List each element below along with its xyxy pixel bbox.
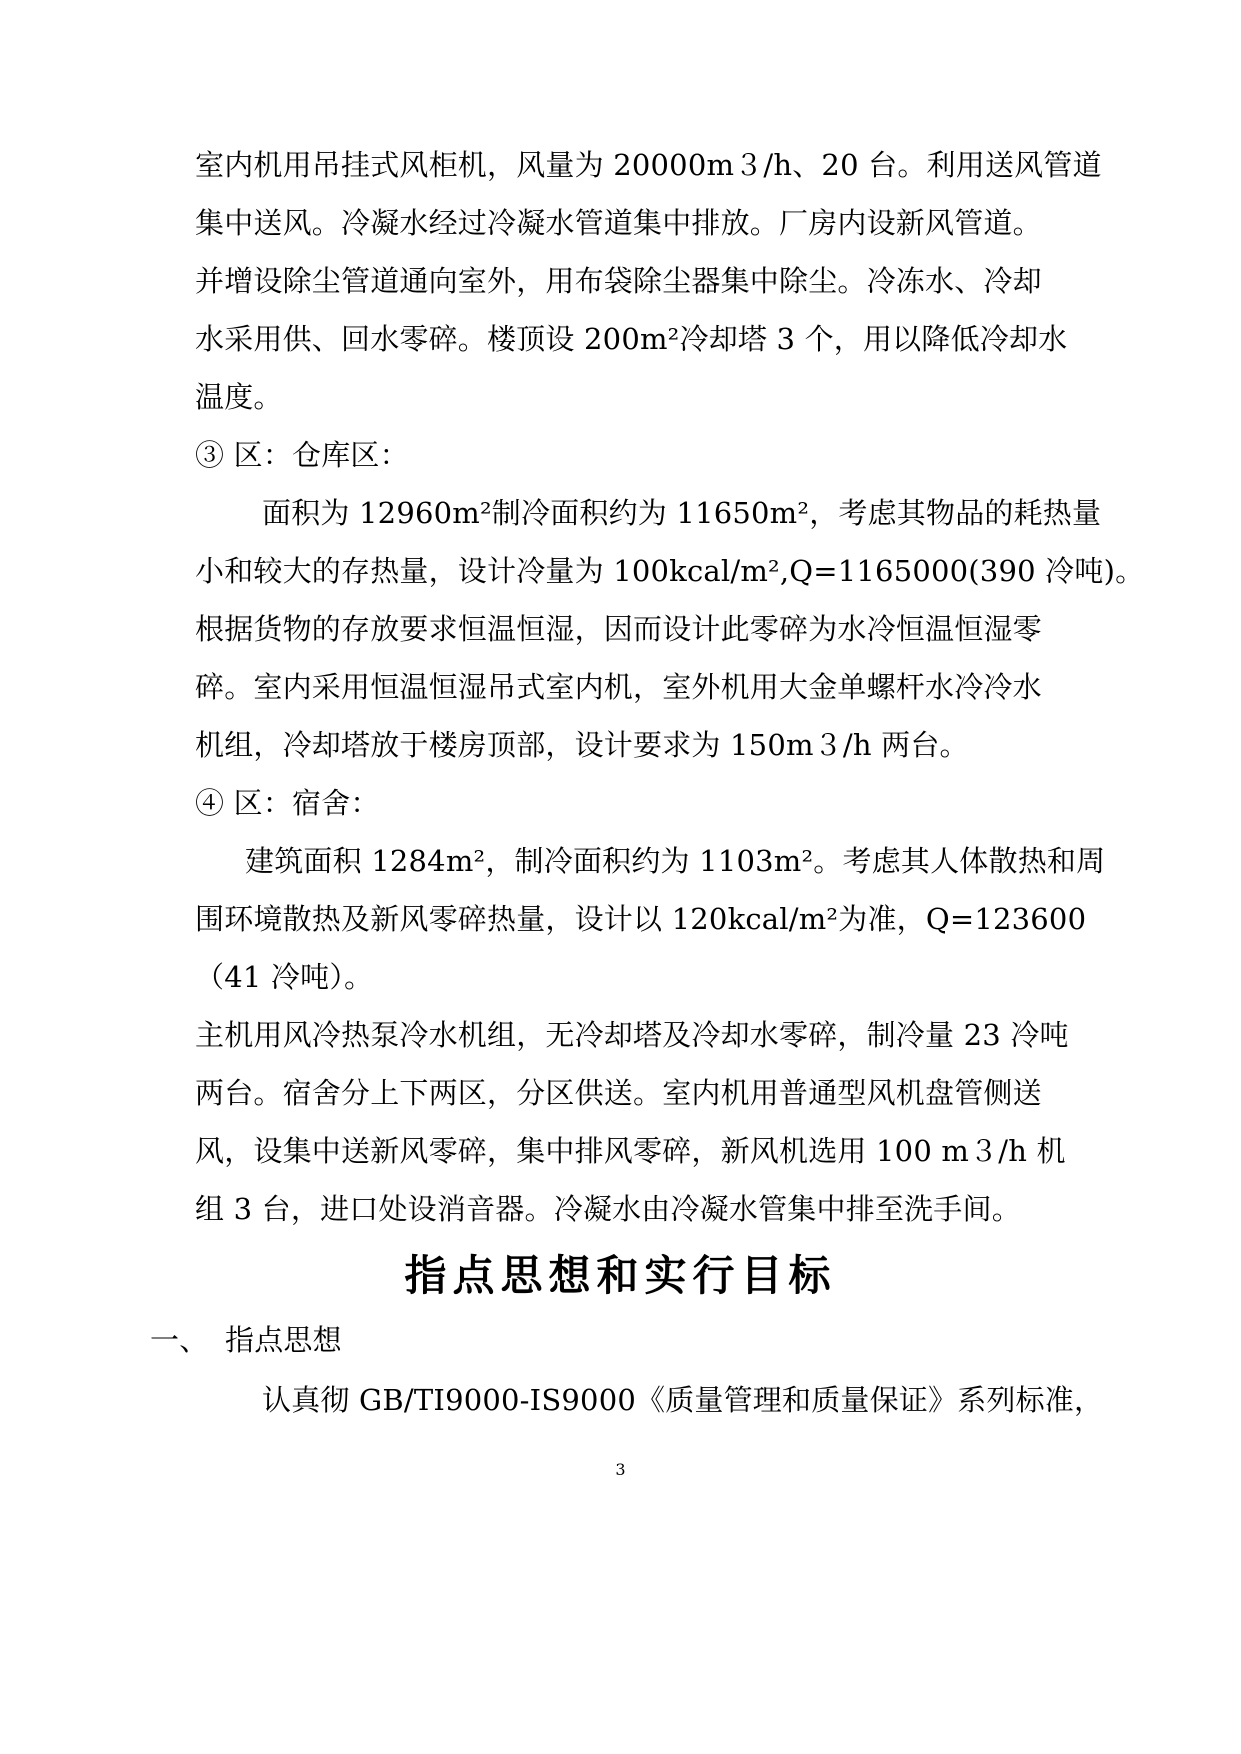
text-line: 建筑面积 1284m²，制冷面积约为 1103m²。考虑其人体散热和周 — [245, 844, 1106, 878]
text-line: 组 3 台，进口处设消音器。冷凝水由冷凝水管集中排至洗手间。 — [195, 1192, 1021, 1226]
text-line: 围环境散热及新风零碎热量，设计以 120kcal/m²为准，Q=123600 — [195, 902, 1087, 936]
page-number: 3 — [615, 1460, 626, 1479]
text-line: 风，设集中送新风零碎，集中排风零碎，新风机选用 100 m３/h 机 — [195, 1134, 1066, 1168]
text-line: 主机用风冷热泵冷水机组，无冷却塔及冷却水零碎，制冷量 23 冷吨 — [195, 1018, 1069, 1052]
text-line: 温度。 — [195, 380, 283, 414]
text-line: 集中送风。冷凝水经过冷凝水管道集中排放。厂房内设新风管道。 — [195, 206, 1042, 240]
text-line: 面积为 12960m²制冷面积约为 11650m²，考虑其物品的耗热量 — [262, 496, 1102, 530]
text-line: 水采用供、回水零碎。楼顶设 200m²冷却塔 3 个，用以降低冷却水 — [195, 322, 1068, 356]
text-line: （41 冷吨）。 — [195, 960, 374, 994]
text-line: 室内机用吊挂式风柜机，风量为 20000m３/h、20 台。利用送风管道 — [195, 148, 1102, 182]
text-line: 小和较大的存热量，设计冷量为 100kcal/m²,Q=1165000(390 冷吨)。 — [195, 554, 1145, 588]
text-line: 并增设除尘管道通向室外，用布袋除尘器集中除尘。冷冻水、冷却 — [195, 264, 1042, 298]
area-label-warehouse: ③ 区：仓库区： — [195, 438, 409, 472]
text-line: 机组，冷却塔放于楼房顶部，设计要求为 150m３/h 两台。 — [195, 728, 969, 762]
section-heading: 指点思想和实行目标 — [404, 1251, 837, 1300]
text-line: 两台。宿舍分上下两区，分区供送。室内机用普通型风机盘管侧送 — [195, 1076, 1042, 1110]
subsection-title: 指点思想 — [225, 1323, 342, 1357]
text-line: 认真彻 GB/TI9000-IS9000《质量管理和质量保证》系列标准， — [262, 1383, 1104, 1417]
text-line: 根据货物的存放要求恒温恒湿，因而设计此零碎为水冷恒温恒湿零 — [195, 612, 1042, 646]
subsection-number: 一、 — [150, 1323, 209, 1357]
text-line: 碎。室内采用恒温恒湿吊式室内机，室外机用大金单螺杆水冷冷水 — [195, 670, 1042, 704]
area-label-dormitory: ④ 区：宿舍： — [195, 786, 380, 820]
